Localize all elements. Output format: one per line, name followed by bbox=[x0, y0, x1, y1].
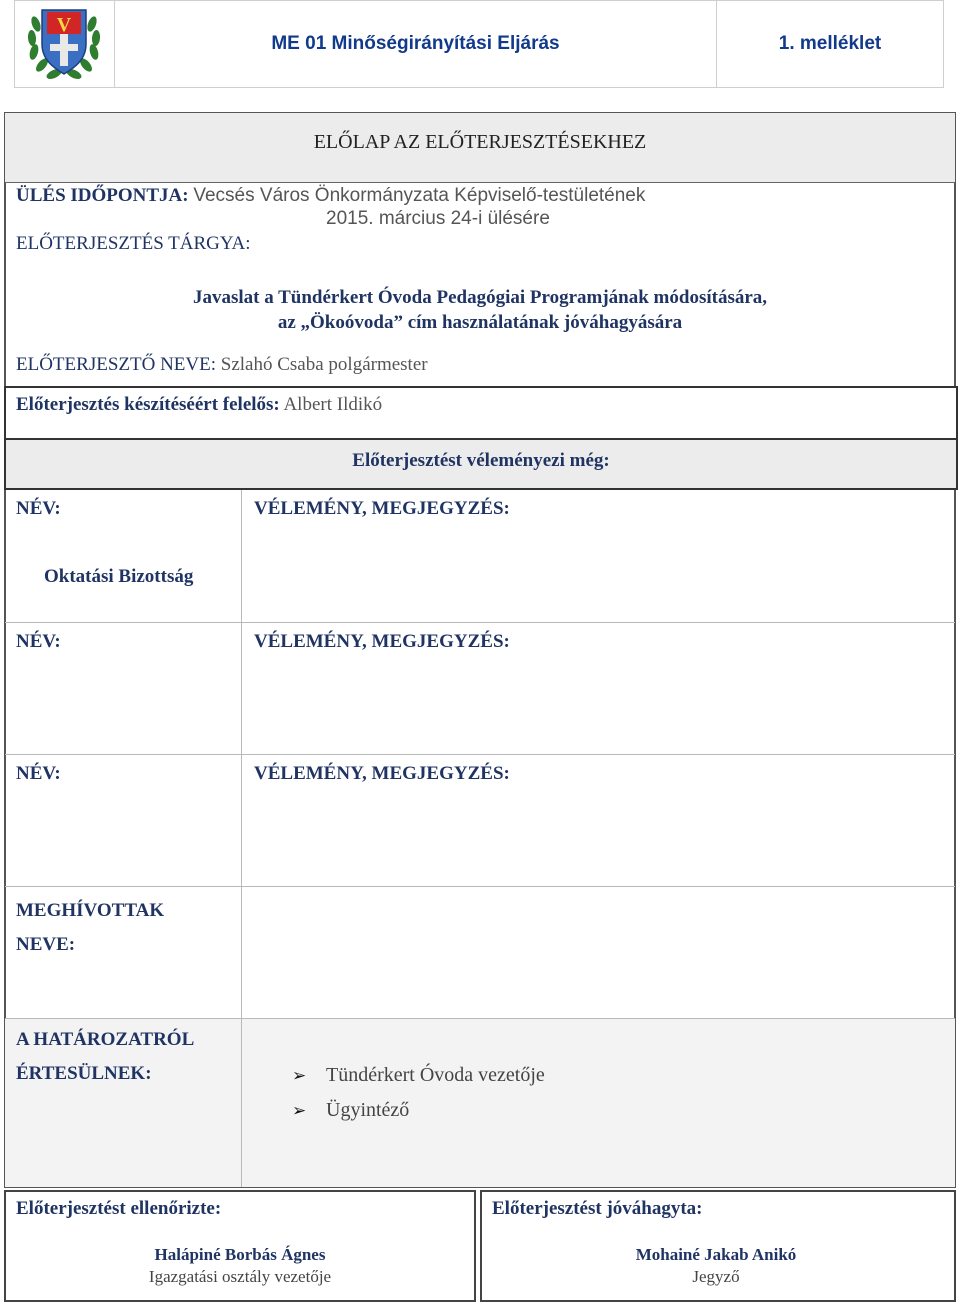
meeting-row bbox=[16, 185, 946, 230]
procedure-title: ME 01 Minőségirányítási Eljárás bbox=[271, 33, 560, 54]
committee-name: Oktatási Bizottság bbox=[44, 566, 194, 587]
arrow-bullet-icon: ➢ bbox=[292, 1066, 307, 1086]
opinion-label: VÉLEMÉNY, MEGJEGYZÉS: bbox=[254, 498, 510, 519]
notified-label bbox=[16, 1023, 194, 1091]
row-divider bbox=[5, 622, 955, 623]
coat-of-arms-icon bbox=[22, 4, 106, 84]
subject-label: ELŐTERJESZTÉS TÁRGYA: bbox=[16, 233, 251, 254]
row-divider bbox=[5, 886, 955, 887]
notified-label-line: ÉRTESÜLNEK: bbox=[16, 1063, 152, 1084]
subject-line: az „Ökoóvoda” cím használatának jóváhagyására bbox=[277, 312, 683, 333]
presenter-row bbox=[16, 354, 428, 376]
column-divider bbox=[241, 1019, 242, 1187]
checked-name: Halápiné Borbás Ágnes bbox=[154, 1245, 326, 1264]
name-label: NÉV: bbox=[16, 498, 61, 519]
checked-role: Igazgatási osztály vezetője bbox=[148, 1267, 332, 1286]
name-label: NÉV: bbox=[16, 631, 61, 652]
invited-label-line: NEVE: bbox=[16, 934, 76, 955]
list-item bbox=[292, 1093, 545, 1128]
form-title: ELŐLAP AZ ELŐTERJESZTÉSEKHEZ bbox=[313, 131, 647, 153]
responsible-row bbox=[16, 394, 382, 416]
notified-label-line: A HATÁROZATRÓL bbox=[16, 1029, 195, 1050]
subject bbox=[40, 285, 920, 335]
approved-name: Mohainé Jakab Anikó bbox=[635, 1245, 797, 1264]
logo-letter: V bbox=[56, 14, 72, 36]
annex-label: 1. melléklet bbox=[778, 33, 882, 54]
opinions-title: Előterjesztést véleményezi még: bbox=[352, 450, 610, 471]
notified-list bbox=[292, 1058, 545, 1128]
subject-line: Javaslat a Tündérkert Óvoda Pedagógiai Programjának módosítására, bbox=[192, 287, 768, 308]
responsible-label: Előterjesztés készítéséért felelős: bbox=[16, 394, 280, 415]
opinion-label: VÉLEMÉNY, MEGJEGYZÉS: bbox=[254, 631, 510, 652]
meeting-value: Vecsés Város Önkormányzata Képviselő-testületének bbox=[193, 185, 646, 206]
arrow-bullet-icon: ➢ bbox=[292, 1101, 307, 1121]
presenter-value: Szlahó Csaba polgármester bbox=[220, 354, 428, 375]
meeting-value-line2: 2015. március 24-i ülésére bbox=[326, 208, 550, 229]
checked-label: Előterjesztést ellenőrizte: bbox=[16, 1198, 222, 1219]
row-divider bbox=[5, 754, 955, 755]
opinion-label: VÉLEMÉNY, MEGJEGYZÉS: bbox=[254, 763, 510, 784]
list-item-label: Tündérkert Óvoda vezetője bbox=[326, 1064, 545, 1086]
name-label: NÉV: bbox=[16, 763, 61, 784]
invited-label-line: MEGHÍVOTTAK bbox=[16, 900, 165, 921]
meeting-label: ÜLÉS IDŐPONTJA: bbox=[16, 185, 189, 206]
approved-label: Előterjesztést jóváhagyta: bbox=[492, 1198, 703, 1219]
responsible-value: Albert Ildikó bbox=[283, 394, 383, 415]
invited-label bbox=[16, 894, 164, 962]
list-item-label: Ügyintéző bbox=[326, 1099, 410, 1121]
list-item bbox=[292, 1058, 545, 1093]
presenter-label: ELŐTERJESZTŐ NEVE: bbox=[16, 354, 217, 375]
approved-role: Jegyző bbox=[692, 1267, 740, 1286]
